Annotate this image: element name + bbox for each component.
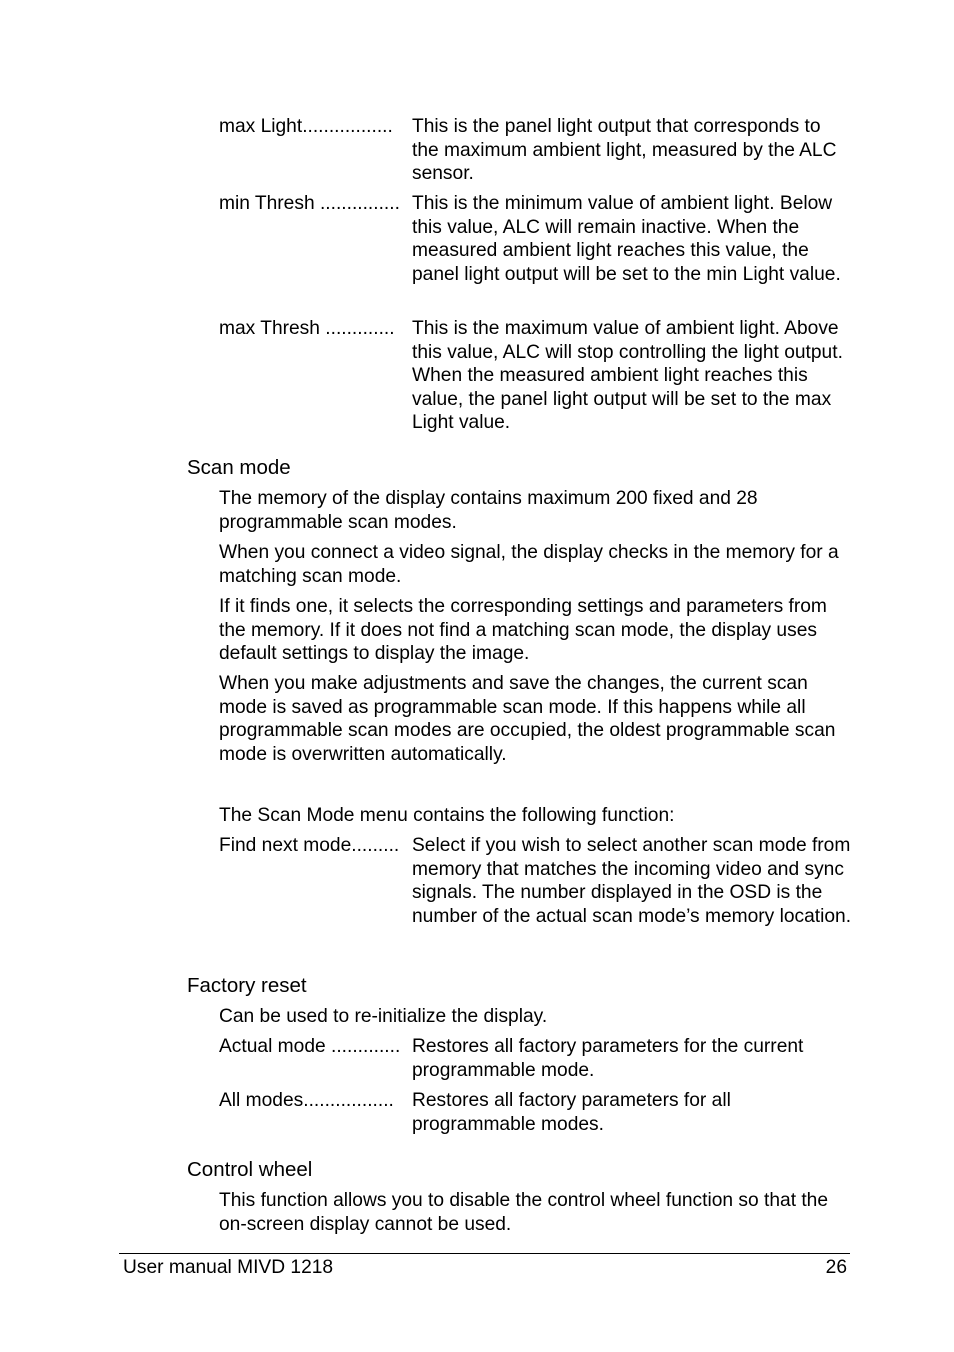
- scan-mode-paragraph: If it finds one, it selects the corresponding settings and parameters from the memory. If it does not find a matching scan mode, the display uses default settings to display the image.: [219, 596, 827, 664]
- footer-document-title: User manual MIVD 1218: [123, 1257, 334, 1278]
- term-label: Find next mode: [219, 835, 352, 856]
- scan-mode-menu-intro: The Scan Mode menu contains the following function:: [219, 805, 675, 826]
- factory-reset-intro: Can be used to re-initialize the display.: [219, 1006, 548, 1027]
- term-label: Actual mode: [219, 1036, 331, 1057]
- term-leader-dots: .................: [302, 116, 393, 137]
- term-leader-dots: .........: [351, 835, 400, 856]
- term-leader-dots: .............: [325, 318, 395, 339]
- term-description: This is the maximum value of ambient light. Above this value, ALC will stop controlling the light output. When the measured ambient light reaches this value, the panel light output will be set to the max Light value.: [412, 318, 843, 433]
- term-leader-dots: .............: [331, 1036, 401, 1057]
- term-description: This is the panel light output that corresponds to the maximum ambient light, measured by the ALC sensor.: [412, 116, 837, 184]
- footer-page-number: 26: [825, 1257, 847, 1278]
- term-leader-dots: .................: [303, 1090, 394, 1111]
- term-description: Restores all factory parameters for all programmable modes.: [412, 1090, 731, 1135]
- control-wheel-heading: Control wheel: [187, 1158, 313, 1181]
- factory-reset-heading: Factory reset: [187, 974, 307, 997]
- term-label: All modes: [219, 1090, 304, 1111]
- term-description: Restores all factory parameters for the current programmable mode.: [412, 1036, 804, 1081]
- term-label: max Thresh: [219, 318, 326, 339]
- scan-mode-paragraph: When you make adjustments and save the changes, the current scan mode is saved as programmable scan mode. If this happens while all programmable scan modes are occupied, the oldest programmable scan mode is overwritten automatically.: [219, 673, 836, 765]
- term-label: min Thresh: [219, 193, 320, 214]
- term-description: Select if you wish to select another scan mode from memory that matches the incoming video and sync signals. The number displayed in the OSD is the number of the actual scan mode’s memory location.: [412, 835, 852, 927]
- control-wheel-text: This function allows you to disable the control wheel function so that the on-screen display cannot be used.: [219, 1190, 829, 1235]
- scan-mode-heading: Scan mode: [187, 456, 291, 479]
- scan-mode-paragraph: The memory of the display contains maximum 200 fixed and 28 programmable scan modes.: [219, 488, 758, 533]
- footer-divider: [119, 1253, 850, 1254]
- term-label: max Light: [219, 116, 303, 137]
- term-description: This is the minimum value of ambient light. Below this value, ALC will remain inactive. When the measured ambient light reaches this value, the panel light output will be set to the min Light value.: [412, 193, 841, 285]
- term-leader-dots: ...............: [319, 193, 400, 214]
- scan-mode-paragraph: When you connect a video signal, the display checks in the memory for a matching scan mode.: [219, 542, 839, 587]
